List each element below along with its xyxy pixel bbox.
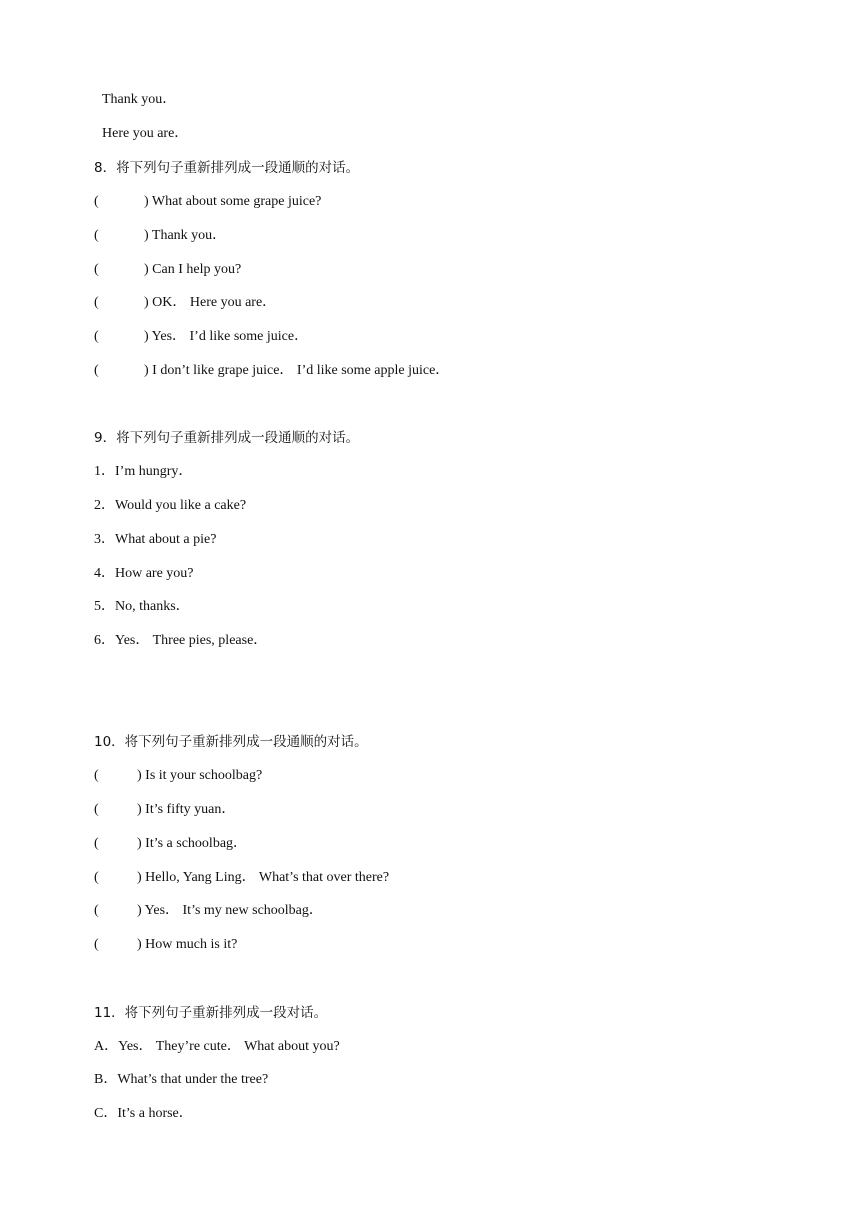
q8-item-2-text: ) Thank you．	[144, 228, 227, 243]
q10-item-6-text: ) How much is it?	[137, 937, 238, 952]
q10-item-1	[94, 767, 594, 785]
question-8-title: 8．将下列句子重新排列成一段通顺的对话。	[94, 160, 360, 176]
question-11-title: 11．将下列句子重新排列成一段对话。	[94, 1005, 328, 1021]
blank-open-paren: (	[94, 802, 99, 817]
blank-open-paren: (	[94, 768, 99, 783]
q10-item-2-text: ) It’s fifty yuan．	[137, 802, 236, 817]
q10-item-3-text: ) It’s a schoolbag．	[137, 836, 248, 851]
blank-open-paren: (	[94, 194, 99, 209]
question-10-title: 10．将下列句子重新排列成一段通顺的对话。	[94, 734, 368, 750]
q9-item-3: 3．What about a pie?	[94, 532, 217, 547]
q11-option-b: B．What’s that under the tree?	[94, 1072, 269, 1087]
blank-open-paren: (	[94, 262, 99, 277]
blank-open-paren: (	[94, 295, 99, 310]
q9-item-1: 1．I’m hungry．	[94, 464, 193, 479]
q8-item-4-text: ) OK． Here you are．	[144, 295, 277, 310]
q9-item-2: 2．Would you like a cake?	[94, 498, 247, 513]
blank-open-paren: (	[94, 903, 99, 918]
blank-open-paren: (	[94, 870, 99, 885]
q10-item-4	[94, 869, 654, 887]
q8-item-1-text: ) What about some grape juice?	[144, 194, 322, 209]
q10-item-4-text: ) Hello, Yang Ling． What’s that over there?	[137, 870, 390, 885]
q10-item-5-text: ) Yes． It’s my new schoolbag．	[137, 903, 323, 918]
blank-open-paren: (	[94, 363, 99, 378]
q11-option-c: C．It’s a horse．	[94, 1106, 193, 1121]
q11-option-a: A．Yes． They’re cute． What about you?	[94, 1039, 340, 1054]
q10-item-1-text: ) Is it your schoolbag?	[137, 768, 263, 783]
q10-item-3	[94, 835, 594, 853]
q8-item-2	[94, 227, 594, 245]
answer-line-here-you-are: Here you are．	[102, 126, 189, 141]
q8-item-5	[94, 328, 594, 346]
q10-item-5	[94, 902, 594, 920]
q10-item-6	[94, 936, 594, 954]
q8-item-3	[94, 261, 594, 279]
q8-item-3-text: ) Can I help you?	[144, 262, 242, 277]
q8-item-6	[94, 362, 694, 380]
blank-open-paren: (	[94, 836, 99, 851]
q8-item-6-text: ) I don’t like grape juice． I’d like some apple juice．	[144, 363, 450, 378]
q8-item-4	[94, 294, 594, 312]
blank-open-paren: (	[94, 329, 99, 344]
q8-item-5-text: ) Yes． I’d like some juice．	[144, 329, 309, 344]
blank-open-paren: (	[94, 228, 99, 243]
question-9-title: 9．将下列句子重新排列成一段通顺的对话。	[94, 430, 360, 446]
q10-item-2	[94, 801, 594, 819]
blank-open-paren: (	[94, 937, 99, 952]
q8-item-1	[94, 193, 594, 211]
q9-item-6: 6．Yes． Three pies, please．	[94, 633, 268, 648]
q9-item-4: 4．How are you?	[94, 566, 194, 581]
q9-item-5: 5．No, thanks．	[94, 599, 190, 614]
answer-line-thank-you: Thank you．	[102, 92, 177, 107]
